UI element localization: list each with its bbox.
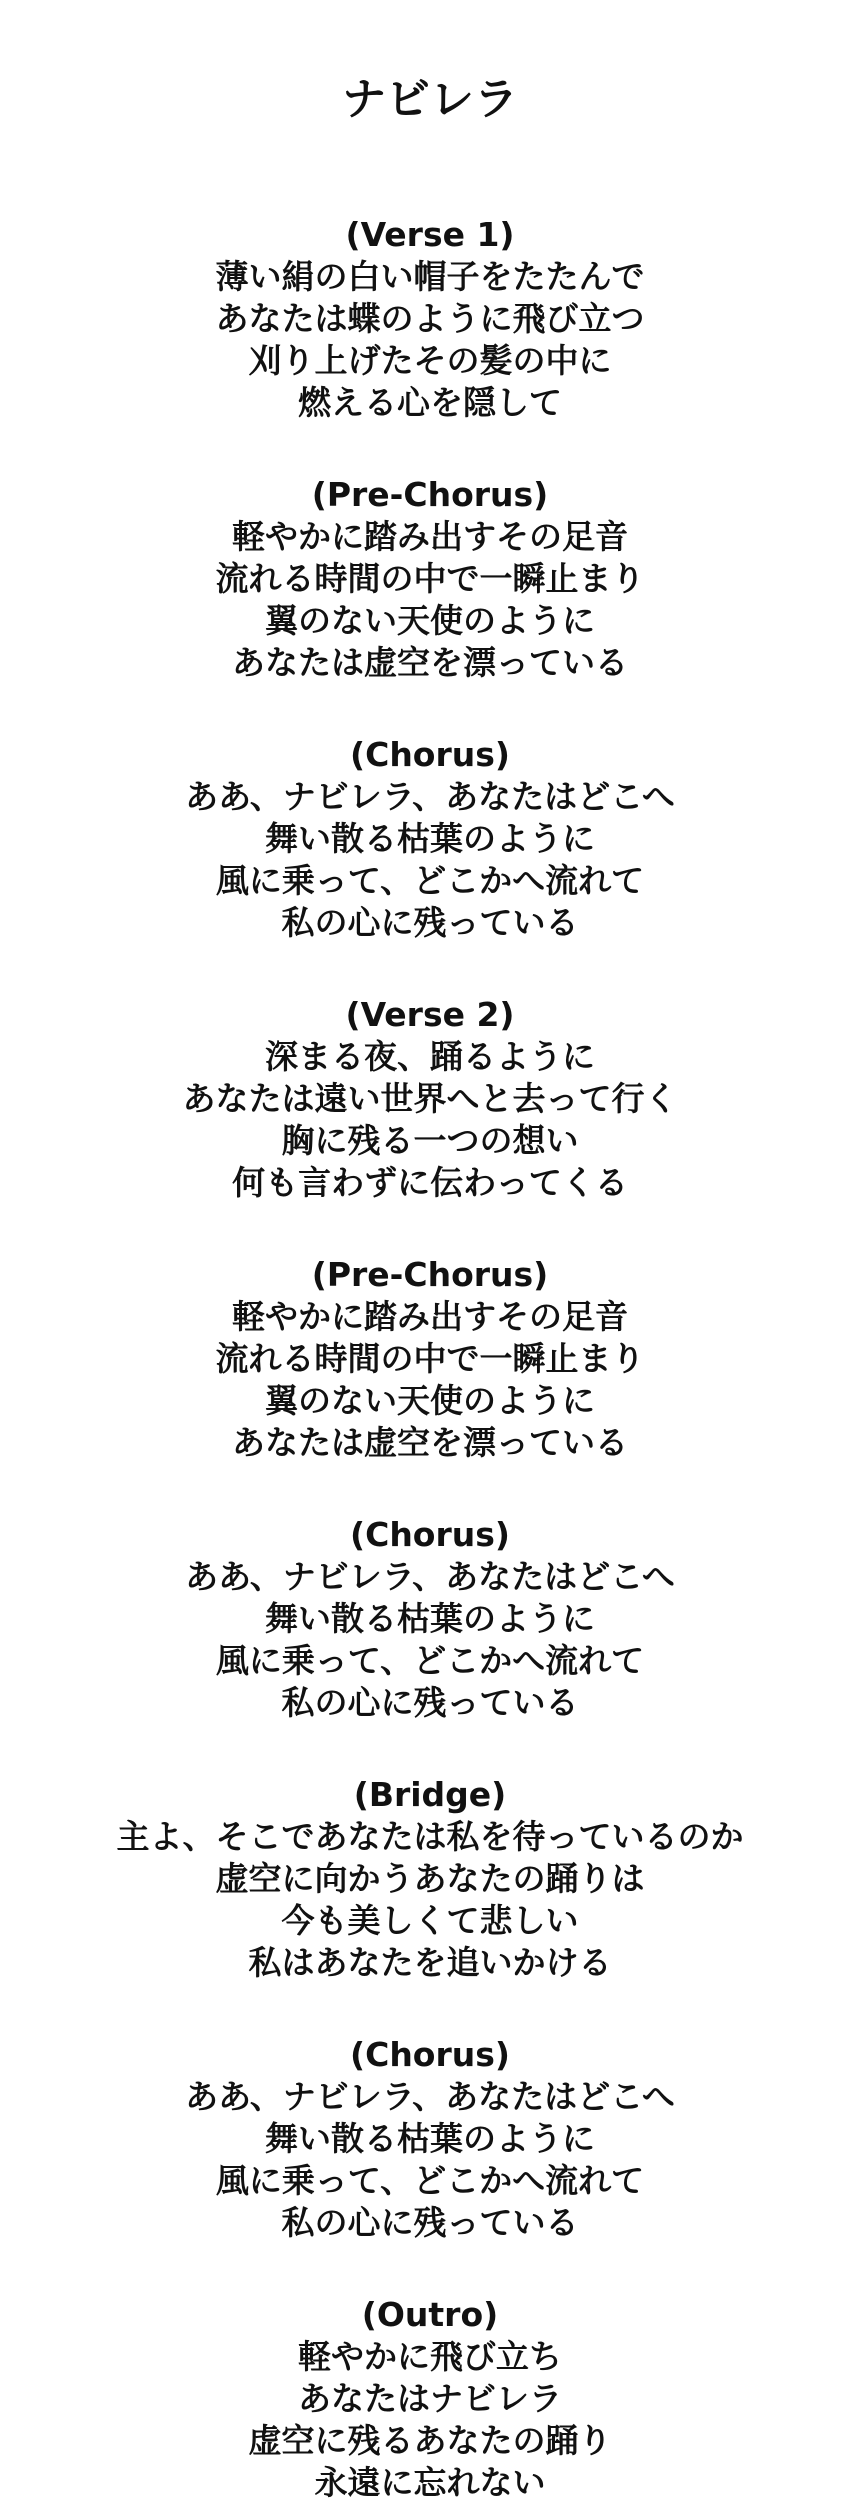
section-bridge (0, 1774, 860, 1984)
section-label: (Bridge) (353, 1775, 507, 1814)
lyric-line: 深まる夜、踊るように (265, 1037, 595, 1076)
lyric-line: あなたは虚空を漂っている (232, 643, 628, 682)
lyric-line: 虚空に向かうあなたの踊りは (215, 1859, 645, 1898)
lyric-line: 軽やかに踏み出すその足音 (232, 517, 628, 556)
lyric-line: 舞い散る枯葉のように (265, 819, 595, 858)
section-pre-chorus-2 (0, 1254, 860, 1464)
section-chorus-2 (0, 1514, 860, 1724)
lyric-line: ああ、ナビレラ、あなたはどこへ (185, 777, 675, 816)
lyric-line: あなたはナビレラ (298, 2379, 562, 2418)
section-pre-chorus-1 (0, 474, 860, 684)
lyric-line: 風に乗って、どこかへ流れて (215, 2161, 645, 2200)
lyric-line: 虚空に残るあなたの踊り (248, 2421, 612, 2460)
section-label: (Chorus) (350, 1515, 510, 1554)
section-label: (Chorus) (350, 2035, 510, 2074)
section-label: (Chorus) (350, 735, 510, 774)
section-label: (Pre-Chorus) (311, 1255, 549, 1294)
lyric-line: 永遠に忘れない (314, 2463, 546, 2502)
lyric-line: 薄い絹の白い帽子をたたんで (215, 257, 645, 296)
lyric-line: 翼のない天使のように (265, 601, 595, 640)
lyric-line: 胸に残る一つの想い (281, 1121, 579, 1160)
section-label: (Outro) (361, 2295, 499, 2334)
lyric-line: 私の心に残っている (281, 1683, 579, 1722)
lyrics-body (0, 214, 860, 2504)
lyric-line: 刈り上げたその髪の中に (248, 341, 612, 380)
lyric-line: 風に乗って、どこかへ流れて (215, 861, 645, 900)
lyric-line: 風に乗って、どこかへ流れて (215, 1641, 645, 1680)
lyric-line: ああ、ナビレラ、あなたはどこへ (185, 2077, 675, 2116)
lyric-line: 軽やかに飛び立ち (298, 2337, 562, 2376)
lyric-line: 何も言わずに伝わってくる (232, 1163, 628, 1202)
lyric-line: 舞い散る枯葉のように (265, 2119, 595, 2158)
song-title: ナビレラ (342, 74, 518, 125)
section-chorus-1 (0, 734, 860, 944)
lyric-line: 流れる時間の中で一瞬止まり (215, 559, 645, 598)
lyric-line: あなたは蝶のように飛び立つ (215, 299, 645, 338)
section-outro (0, 2294, 860, 2504)
lyric-line: 燃える心を隠して (298, 383, 562, 422)
lyric-line: 今も美しくて悲しい (281, 1901, 579, 1940)
lyric-line: あなたは虚空を漂っている (232, 1423, 628, 1462)
lyric-line: 舞い散る枯葉のように (265, 1599, 595, 1638)
lyric-line: 私はあなたを追いかける (248, 1943, 612, 1982)
section-label: (Verse 2) (345, 995, 515, 1034)
lyric-line: 軽やかに踏み出すその足音 (232, 1297, 628, 1336)
lyric-line: 流れる時間の中で一瞬止まり (215, 1339, 645, 1378)
section-verse-2 (0, 994, 860, 1204)
lyric-line: 私の心に残っている (281, 2203, 579, 2242)
lyric-line: 主よ、そこであなたは私を待っているのか (116, 1817, 744, 1856)
lyric-line: 私の心に残っている (281, 903, 579, 942)
lyric-line: 翼のない天使のように (265, 1381, 595, 1420)
section-label: (Verse 1) (345, 215, 515, 254)
section-verse-1 (0, 214, 860, 424)
section-label: (Pre-Chorus) (311, 475, 549, 514)
lyric-line: あなたは遠い世界へと去って行く (182, 1079, 678, 1118)
lyric-line: ああ、ナビレラ、あなたはどこへ (185, 1557, 675, 1596)
section-chorus-3 (0, 2034, 860, 2244)
